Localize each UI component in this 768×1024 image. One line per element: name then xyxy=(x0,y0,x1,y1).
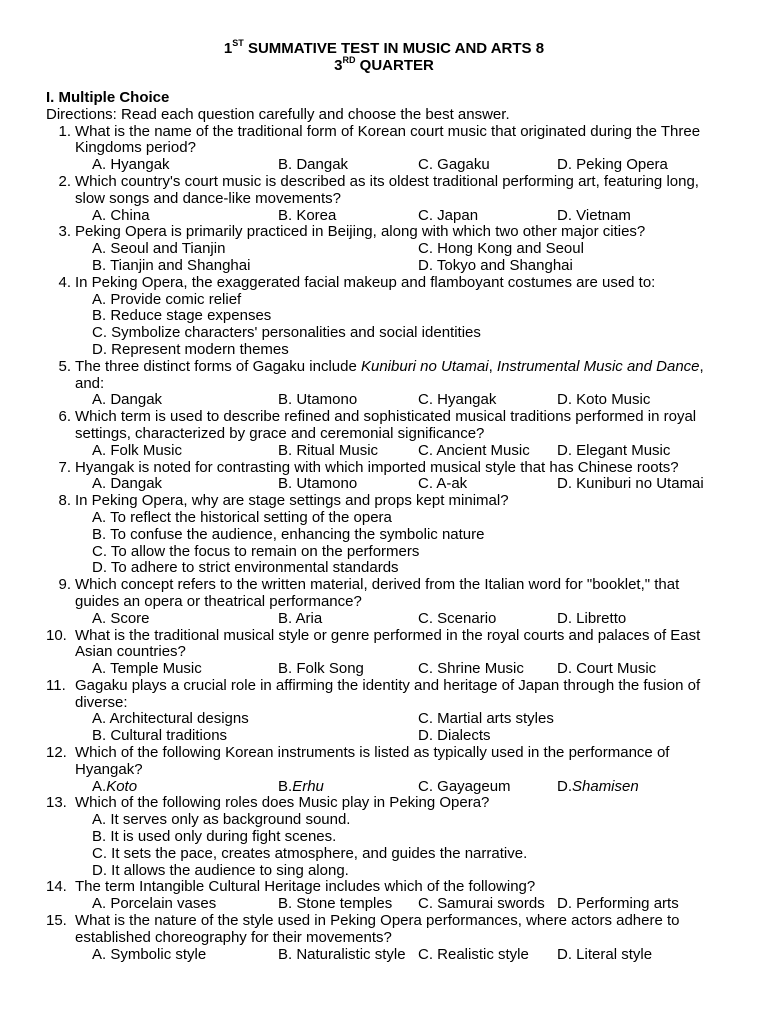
title-text: SUMMATIVE TEST IN MUSIC AND ARTS 8 xyxy=(243,40,545,57)
question-number: 4. xyxy=(58,273,71,291)
option-d: D. Tokyo and Shanghai xyxy=(418,256,573,274)
option-a: A. Symbolic style xyxy=(92,945,207,963)
options-12 xyxy=(46,779,722,796)
option-b: B. Korea xyxy=(278,206,337,224)
option-c: C. Martial arts styles xyxy=(418,710,554,728)
options-3-row-1 xyxy=(46,241,722,258)
option-a: A. Porcelain vases xyxy=(92,895,217,913)
options-10 xyxy=(46,661,722,678)
question-15 xyxy=(46,913,722,947)
options-11-row-1 xyxy=(46,711,722,728)
option-b: B. Dangak xyxy=(278,156,349,174)
title-ordinal-suffix: ST xyxy=(232,38,244,48)
option-a: A. Temple Music xyxy=(92,660,202,678)
options-9 xyxy=(46,611,722,628)
option-d: D. Performing arts xyxy=(557,895,679,913)
option-a: A. Architectural designs xyxy=(92,710,249,728)
question-3 xyxy=(46,224,722,241)
option-d: D. Koto Music xyxy=(557,391,651,409)
option-d: D. It allows the audience to sing along. xyxy=(92,861,349,879)
option-c: C. Shrine Music xyxy=(418,660,524,678)
options-11-row-2 xyxy=(46,728,722,745)
question-number: 3. xyxy=(58,223,71,241)
option-a: A. To reflect the historical setting of the opera xyxy=(92,508,392,526)
question-7 xyxy=(46,460,722,477)
option-b: B. Utamono xyxy=(278,391,358,409)
question-12 xyxy=(46,745,722,779)
option-c: C. Gagaku xyxy=(418,156,490,174)
title-ordinal: 1 xyxy=(223,40,233,57)
title-line-2 xyxy=(46,57,722,74)
option-d: D. Kuniburi no Utamai xyxy=(557,475,704,493)
question-number: 15. xyxy=(46,912,67,930)
option-b: B. Naturalistic style xyxy=(278,945,406,963)
section-heading: I. Multiple Choice xyxy=(46,89,170,106)
option-a: A. Dangak xyxy=(92,391,163,409)
directions: Directions: Read each question carefully and choose the best answer. xyxy=(46,105,510,123)
options-5 xyxy=(46,392,722,409)
option-d: D. Elegant Music xyxy=(557,441,671,459)
option-b: B. Stone temples xyxy=(278,895,393,913)
option-d: D. Literal style xyxy=(557,945,653,963)
option-d: D. To adhere to strict environmental standards xyxy=(92,559,399,577)
option-b: B. Aria xyxy=(278,609,323,627)
title-line-1 xyxy=(46,40,722,57)
option-letter: A. xyxy=(92,777,107,795)
question-14 xyxy=(46,879,722,896)
option-b: B. Tianjin and Shanghai xyxy=(92,256,251,274)
options-3-row-2 xyxy=(46,258,722,275)
question-text: Peking Opera is primarily practiced in Beijing, along with which two other major cities? xyxy=(75,223,646,241)
option-a: A. Folk Music xyxy=(92,441,183,459)
option-c: C. A-ak xyxy=(418,475,468,493)
question-text: What is the traditional musical style or genre performed in the royal courts and palaces of East Asian countries? xyxy=(75,626,701,661)
option-a: A. Dangak xyxy=(92,475,163,493)
quarter-ordinal-suffix: RD xyxy=(342,55,356,65)
question-8 xyxy=(46,493,722,510)
option-b: B. Cultural traditions xyxy=(92,727,228,745)
option-b: B. Folk Song xyxy=(278,660,364,678)
question-text: In Peking Opera, the exaggerated facial makeup and flamboyant costumes are used to: xyxy=(75,273,656,291)
question-text: What is the nature of the style used in Peking Opera performances, where actors adhere to established choreography for their movements? xyxy=(75,912,680,946)
option-a: A. Hyangak xyxy=(92,156,170,174)
question-4 xyxy=(46,275,722,292)
option-d: D. Libretto xyxy=(557,609,627,627)
question-number: 13. xyxy=(46,794,67,812)
option-c: C. Scenario xyxy=(418,609,497,627)
question-text: The term Intangible Cultural Heritage includes which of the following? xyxy=(75,878,536,896)
question-text: Which country's court music is described as its oldest traditional performing art, featuring long, slow songs and dance-like movements? xyxy=(75,172,699,207)
option-c xyxy=(418,779,557,796)
option-italic-text: Koto xyxy=(106,777,138,795)
question-10 xyxy=(46,628,722,662)
question-number: 10. xyxy=(46,626,67,644)
options-7 xyxy=(46,476,722,493)
option-letter: B. xyxy=(278,777,293,795)
option-letter: D. xyxy=(557,777,572,795)
option-italic-text: Erhu xyxy=(292,777,324,795)
option-c: C. Hong Kong and Seoul xyxy=(418,240,584,258)
options-1 xyxy=(46,157,722,174)
option-d: D. Court Music xyxy=(557,660,657,678)
question-1 xyxy=(46,124,722,158)
option-a: A. Provide comic relief xyxy=(92,290,242,308)
question-number: 5. xyxy=(58,357,71,375)
option-d: D. Dialects xyxy=(418,727,491,745)
question-11 xyxy=(46,678,722,712)
question-number: 12. xyxy=(46,744,67,762)
question-number: 1. xyxy=(58,122,71,140)
question-6 xyxy=(46,409,722,443)
question-9 xyxy=(46,577,722,611)
quarter-ordinal: 3 xyxy=(334,57,343,74)
option-b: B. Reduce stage expenses xyxy=(92,307,272,325)
question-number: 14. xyxy=(46,878,67,896)
question-number: 8. xyxy=(58,492,71,510)
option-text: C. Gayageum xyxy=(418,777,511,795)
option-a: A. Score xyxy=(92,609,150,627)
option-d: D. Vietnam xyxy=(557,206,631,224)
question-text-mid: , xyxy=(488,357,497,375)
options-14 xyxy=(46,896,722,913)
option-c: C. Symbolize characters' personalities and social identities xyxy=(92,324,481,342)
option-b: B. Ritual Music xyxy=(278,441,379,459)
question-5 xyxy=(46,359,722,393)
question-number: 6. xyxy=(58,408,71,426)
option-d: D. Peking Opera xyxy=(557,156,668,174)
question-text-post: , and: xyxy=(75,357,704,392)
question-text: Gagaku plays a crucial role in affirming the identity and heritage of Japan through the fusion of diverse: xyxy=(75,676,701,711)
question-text: What is the name of the traditional form of Korean court music that originated during the Three Kingdoms period? xyxy=(75,122,701,157)
question-text: Hyangak is noted for contrasting with which imported musical style that has Chinese roots? xyxy=(75,458,679,476)
question-text: Which concept refers to the written material, derived from the Italian word for "booklet," that guides an opera or theatrical performance? xyxy=(75,576,680,610)
question-number: 7. xyxy=(58,458,71,476)
option-c: C. Realistic style xyxy=(418,945,529,963)
question-13 xyxy=(46,795,722,812)
option-d: D. Represent modern themes xyxy=(92,340,289,358)
option-c: C. Hyangak xyxy=(418,391,497,409)
option-c: C. It sets the pace, creates atmosphere, and guides the narrative. xyxy=(92,844,528,862)
question-2 xyxy=(46,174,722,208)
option-b: B. Utamono xyxy=(278,475,358,493)
quarter-text: QUARTER xyxy=(355,57,434,74)
option-b: B. It is used only during fight scenes. xyxy=(92,828,337,846)
question-text-pre: The three distinct forms of Gagaku include xyxy=(75,357,361,375)
option-a: A. China xyxy=(92,206,150,224)
option-d xyxy=(557,779,639,796)
question-text: In Peking Opera, why are stage settings and props kept minimal? xyxy=(75,492,509,510)
question-text: Which of the following Korean instruments is listed as typically used in the performance of Hyangak? xyxy=(75,744,670,778)
option-c: C. Japan xyxy=(418,206,479,224)
option-c: C. To allow the focus to remain on the performers xyxy=(92,542,420,560)
question-text: Which of the following roles does Music play in Peking Opera? xyxy=(75,794,490,812)
options-15 xyxy=(46,947,722,964)
option-italic-text: Shamisen xyxy=(572,777,639,795)
option-b xyxy=(278,779,418,796)
italic-term-2: Instrumental Music and Dance xyxy=(496,357,700,375)
question-number: 9. xyxy=(58,576,71,594)
question-number: 11. xyxy=(46,676,66,694)
italic-term-1: Kuniburi no Utamai xyxy=(360,357,489,375)
option-a: A. It serves only as background sound. xyxy=(92,811,351,829)
question-number: 2. xyxy=(58,172,71,190)
option-a: A. Seoul and Tianjin xyxy=(92,240,226,258)
options-2 xyxy=(46,208,722,225)
question-text: Which term is used to describe refined and sophisticated musical traditions performed in royal settings, characterized by grace and ceremonial significance? xyxy=(75,408,697,442)
options-6 xyxy=(46,443,722,460)
option-a xyxy=(92,779,278,796)
option-b: B. To confuse the audience, enhancing the symbolic nature xyxy=(92,525,485,543)
option-c: C. Samurai swords xyxy=(418,895,545,913)
option-c: C. Ancient Music xyxy=(418,441,530,459)
